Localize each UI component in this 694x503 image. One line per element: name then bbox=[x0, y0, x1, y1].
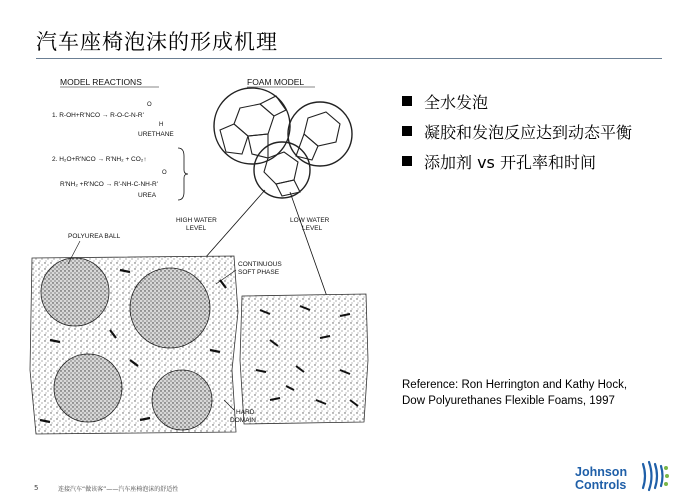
bullet-square-icon bbox=[402, 156, 412, 166]
bullet-item bbox=[402, 86, 632, 116]
polyurea-ball bbox=[54, 354, 122, 422]
logo-word-johnson: Johnson bbox=[575, 465, 628, 479]
polyurea-ball bbox=[41, 258, 109, 326]
urea-label: UREA bbox=[138, 192, 157, 199]
logo-mark-icon bbox=[637, 460, 671, 492]
hard-domain-line1: HARD bbox=[236, 409, 255, 416]
high-water-level-line1: HIGH WATER bbox=[176, 217, 217, 224]
logo-word-controls: Controls bbox=[575, 478, 627, 492]
reactions-brace bbox=[178, 148, 188, 200]
continuous-soft-phase-line2: SOFT PHASE bbox=[238, 269, 280, 276]
bullet-square-icon bbox=[402, 126, 412, 136]
hard-domain-line2: DOMAIN bbox=[230, 417, 256, 424]
low-water-level-line1: LOW WATER bbox=[290, 217, 330, 224]
polyurea-ball bbox=[152, 370, 212, 430]
bullet-text: 凝胶和发泡反应达到动态平衡 bbox=[424, 122, 633, 142]
reaction1: 1. R-OH+R'NCO → R-O-C-N-R' bbox=[52, 112, 144, 119]
foam-model-label: FOAM MODEL bbox=[247, 77, 305, 87]
johnson-controls-logo bbox=[575, 458, 675, 496]
high-water-foam-panel bbox=[30, 256, 238, 434]
bullet-square-icon bbox=[402, 96, 412, 106]
bullet-item bbox=[402, 116, 632, 146]
reference-note bbox=[402, 377, 627, 409]
model-reactions-label: MODEL REACTIONS bbox=[60, 77, 142, 87]
polyurea-ball-label: POLYUREA BALL bbox=[68, 233, 121, 240]
high-water-level-line2: LEVEL bbox=[186, 225, 207, 232]
title-divider bbox=[36, 58, 662, 59]
low-water-foam-panel bbox=[240, 294, 368, 424]
bullet-list bbox=[402, 86, 632, 176]
urethane-label: URETHANE bbox=[138, 131, 174, 138]
reference-line1: Reference: Ron Herrington and Kathy Hock, bbox=[402, 379, 628, 391]
bullet-item bbox=[402, 146, 632, 176]
footer-text: 连接汽车“做该客”——汽车座椅泡沫的舒适性 bbox=[58, 486, 179, 493]
reaction1-o: O bbox=[147, 102, 152, 108]
bullet-text: 全水发泡 bbox=[424, 92, 489, 112]
low-water-level-line2: LEVEL bbox=[302, 225, 323, 232]
continuous-soft-phase-line1: CONTINUOUS bbox=[238, 261, 282, 268]
bullet-text: 添加剂 vs 开孔率和时间 bbox=[424, 152, 596, 172]
foam-formation-figure bbox=[20, 70, 380, 445]
arrow-low-water bbox=[290, 192, 330, 305]
page-number: 5 bbox=[34, 484, 39, 492]
reaction2: 2. H₂O+R'NCO → R'NH₂ + CO₂↑ bbox=[52, 156, 147, 163]
polyurea-ball bbox=[130, 268, 210, 348]
foam-cell-model bbox=[214, 88, 352, 198]
reaction3: R'NH₂ +R'NCO → R'-NH-C-NH-R' bbox=[60, 181, 158, 188]
slide-title: 汽车座椅泡沫的形成机理 bbox=[36, 30, 278, 54]
logo-wordmark bbox=[575, 466, 627, 492]
reaction3-o: O bbox=[162, 170, 167, 176]
reaction1-h: H bbox=[159, 122, 164, 128]
reference-line2: Dow Polyurethanes Flexible Foams, 1997 bbox=[402, 395, 615, 407]
